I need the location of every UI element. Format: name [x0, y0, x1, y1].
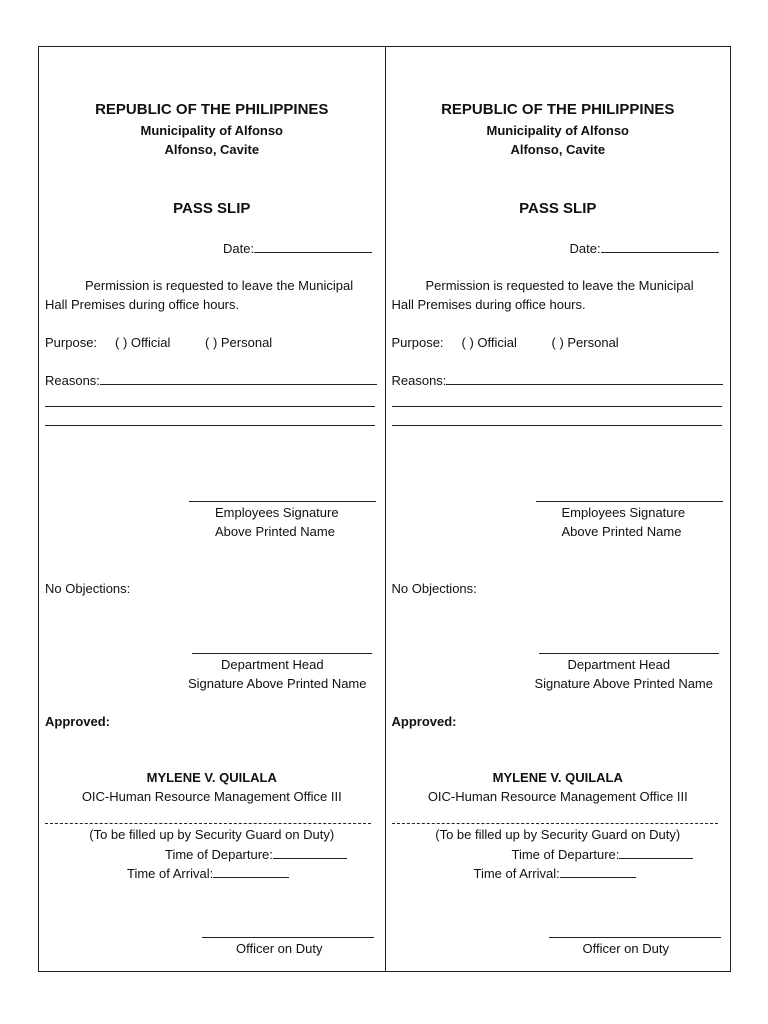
- approver-name: MYLENE V. QUILALA: [146, 770, 277, 785]
- reasons-blank[interactable]: [100, 372, 377, 385]
- date-label: Date:: [223, 241, 255, 256]
- approved-label: Approved:: [45, 714, 110, 729]
- purpose-personal-checkbox[interactable]: ( ) Personal: [205, 335, 273, 350]
- reasons-line-2[interactable]: [45, 406, 375, 407]
- form-title: PASS SLIP: [519, 200, 597, 217]
- pass-slip-sheet: [38, 46, 731, 972]
- reasons-line-3[interactable]: [45, 425, 375, 426]
- officer-label: Officer on Duty: [236, 941, 323, 956]
- arrival-label: Time of Arrival:: [473, 866, 560, 881]
- date-field[interactable]: [570, 240, 719, 256]
- reasons-label: Reasons:: [391, 373, 447, 388]
- approved-label: Approved:: [391, 714, 457, 729]
- location-heading: Alfonso, Cavite: [164, 142, 260, 157]
- employee-name-label: Above Printed Name: [561, 524, 682, 539]
- purpose-personal-checkbox[interactable]: ( ) Personal: [551, 335, 619, 350]
- cut-divider: [45, 823, 371, 824]
- department-head-label: Department Head: [567, 657, 671, 672]
- arrival-field[interactable]: [127, 865, 289, 881]
- departure-field[interactable]: [165, 846, 347, 862]
- purpose-official-checkbox[interactable]: ( ) Official: [461, 335, 517, 350]
- no-objections-label: No Objections:: [45, 581, 131, 596]
- no-objections-label: No Objections:: [391, 581, 477, 596]
- date-blank[interactable]: [254, 240, 372, 253]
- reasons-field[interactable]: [392, 372, 724, 388]
- officer-label: Officer on Duty: [582, 941, 669, 956]
- date-field[interactable]: [223, 240, 372, 256]
- reasons-line-2[interactable]: [392, 406, 722, 407]
- department-head-sig-label: Signature Above Printed Name: [188, 676, 367, 691]
- officer-signature-line[interactable]: [202, 937, 374, 938]
- employee-signature-line[interactable]: [189, 501, 376, 502]
- officer-signature-line[interactable]: [549, 937, 721, 938]
- employee-signature-line[interactable]: [536, 501, 723, 502]
- arrival-blank[interactable]: [213, 865, 289, 878]
- cut-divider: [392, 823, 718, 824]
- employee-signature-label: Employees Signature: [561, 505, 686, 520]
- form-title: PASS SLIP: [173, 200, 251, 217]
- arrival-blank[interactable]: [560, 865, 636, 878]
- pass-slip-right: [385, 47, 731, 971]
- department-head-signature-line[interactable]: [192, 653, 372, 654]
- location-heading: Alfonso, Cavite: [510, 142, 606, 157]
- purpose-label: Purpose:: [45, 335, 98, 350]
- republic-heading: REPUBLIC OF THE PHILIPPINES: [95, 101, 329, 118]
- departure-label: Time of Departure:: [511, 847, 620, 862]
- pass-slip-left: [39, 47, 385, 971]
- departure-field[interactable]: [512, 846, 694, 862]
- arrival-label: Time of Arrival:: [127, 866, 214, 881]
- date-blank[interactable]: [601, 240, 719, 253]
- arrival-field[interactable]: [474, 865, 636, 881]
- employee-signature-label: Employees Signature: [215, 505, 339, 520]
- departure-blank[interactable]: [273, 846, 347, 859]
- permission-text-line2: Hall Premises during office hours.: [45, 297, 240, 312]
- purpose-label: Purpose:: [391, 335, 444, 350]
- guard-note: (To be filled up by Security Guard on Duty): [435, 827, 681, 842]
- reasons-label: Reasons:: [45, 373, 100, 388]
- municipality-heading: Municipality of Alfonso: [140, 123, 283, 138]
- departure-blank[interactable]: [619, 846, 693, 859]
- department-head-label: Department Head: [221, 657, 324, 672]
- permission-text-line1: Permission is requested to leave the Municipal: [85, 278, 354, 293]
- date-label: Date:: [569, 241, 601, 256]
- approver-title: OIC-Human Resource Management Office III: [81, 789, 342, 804]
- reasons-blank[interactable]: [446, 372, 723, 385]
- purpose-official-checkbox[interactable]: ( ) Official: [115, 335, 171, 350]
- republic-heading: REPUBLIC OF THE PHILIPPINES: [441, 101, 675, 118]
- employee-name-label: Above Printed Name: [215, 524, 335, 539]
- department-head-signature-line[interactable]: [539, 653, 719, 654]
- guard-note: (To be filled up by Security Guard on Duty): [89, 827, 335, 842]
- reasons-field[interactable]: [45, 372, 377, 388]
- permission-text-line2: Hall Premises during office hours.: [391, 297, 586, 312]
- department-head-sig-label: Signature Above Printed Name: [534, 676, 713, 691]
- reasons-line-3[interactable]: [392, 425, 722, 426]
- approver-name: MYLENE V. QUILALA: [492, 770, 623, 785]
- departure-label: Time of Departure:: [165, 847, 273, 862]
- municipality-heading: Municipality of Alfonso: [486, 123, 629, 138]
- approver-title: OIC-Human Resource Management Office III: [427, 789, 688, 804]
- permission-text-line1: Permission is requested to leave the Municipal: [425, 278, 694, 293]
